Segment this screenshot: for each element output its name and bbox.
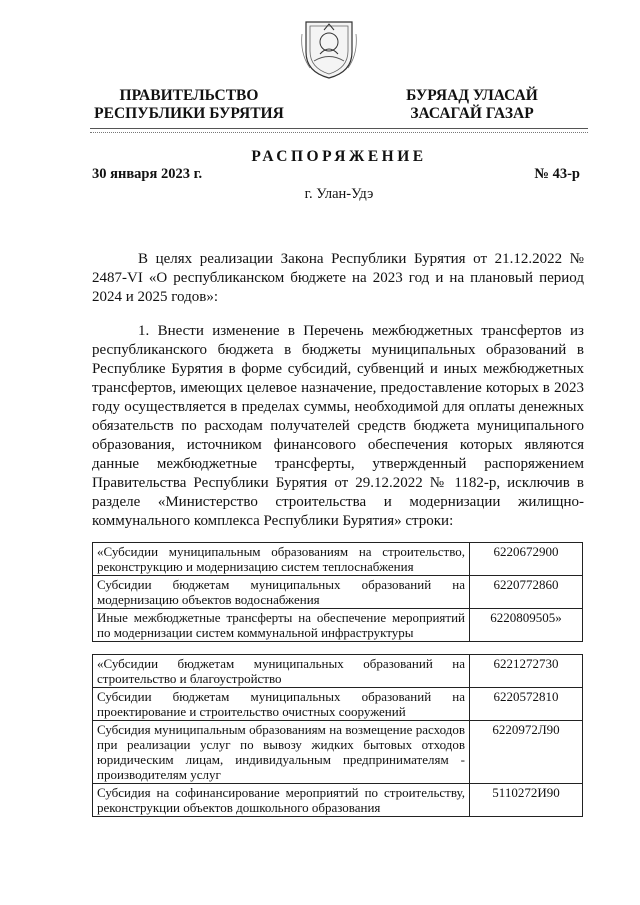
table-row <box>93 784 583 817</box>
table-row <box>93 655 583 688</box>
document-date: 30 января 2023 г. <box>92 166 203 182</box>
row-description: Субсидия муниципальным образованиям на возмещение расходов при реализации услуг по вывозу жидких бытовых отходов юридическим лицам, индивидуальным предпринимателям - производителям услуг <box>93 721 470 784</box>
row-description: Субсидии бюджетам муниципальных образований на модернизацию объектов водоснабжения <box>93 576 470 609</box>
government-name-russian <box>84 87 294 123</box>
government-name-line-2: РЕСПУБЛИКИ БУРЯТИЯ <box>94 105 284 122</box>
government-name-buryat-line-1: БУРЯАД УЛАСАЙ <box>406 87 538 104</box>
table-row <box>93 688 583 721</box>
row-code: 6220572810 <box>470 688 583 721</box>
table-row <box>93 609 583 642</box>
row-code: 6220809505» <box>470 609 583 642</box>
document-city: г. Улан-Удэ <box>304 186 374 202</box>
document-title: РАСПОРЯЖЕНИЕ <box>251 148 427 165</box>
government-name-buryat-line-2: ЗАСАГАЙ ГАЗАР <box>410 105 534 122</box>
row-code: 6221272730 <box>470 655 583 688</box>
document-number: № 43-р <box>534 166 580 182</box>
row-code: 6220672900 <box>470 543 583 576</box>
government-name-buryat <box>372 87 572 123</box>
row-code: 6220772860 <box>470 576 583 609</box>
row-description: «Субсидии муниципальным образованиям на строительство, реконструкцию и модернизацию систем теплоснабжения <box>93 543 470 576</box>
row-description: Иные межбюджетные трансферты на обеспечение мероприятий по модернизации систем коммунальной инфраструктуры <box>93 609 470 642</box>
excluded-rows-table-1 <box>92 542 583 642</box>
table-row <box>93 576 583 609</box>
row-description: Субсидия на софинансирование мероприятий по строительству, реконструкции объектов дошкольного образования <box>93 784 470 817</box>
row-description: «Субсидии бюджетам муниципальных образований на строительство и благоустройство <box>93 655 470 688</box>
government-name-line-1: ПРАВИТЕЛЬСТВО <box>119 87 259 104</box>
item-1-paragraph: 1. Внести изменение в Перечень межбюджетных трансфертов из республиканского бюджета в бюджеты муниципальных образований в Республике Бурятия в форме субсидий, субвенций и иных межбюджетных трансфертов, имеющих целевое назначение, предоставление которых в 2023 году осуществляется в пределах суммы, необходимой для оплаты денежных обязательств по расходам получателей средств бюджета муниципального образования, источником финансового обеспечения которых являются данные межбюджетные трансферты, утвержденный распоряжением Правительства Республики Бурятия от 29.12.2022 № 1182-р, исключив в разделе «Министерство строительства и модернизации жилищно-коммунального комплекса Республики Бурятия» строки: <box>92 323 584 529</box>
preamble-paragraph: В целях реализации Закона Республики Бурятия от 21.12.2022 № 2487-VI «О республиканском бюджете на 2023 год и на плановый период 2024 и 2025 годов»: <box>92 251 584 305</box>
excluded-rows-table-2 <box>92 654 583 817</box>
header-divider <box>90 128 588 136</box>
row-description: Субсидии бюджетам муниципальных образований на проектирование и строительство очистных сооружений <box>93 688 470 721</box>
table-row <box>93 543 583 576</box>
table-row <box>93 721 583 784</box>
coat-of-arms-emblem <box>300 14 358 80</box>
row-code: 5110272И90 <box>470 784 583 817</box>
row-code: 6220972Л90 <box>470 721 583 784</box>
